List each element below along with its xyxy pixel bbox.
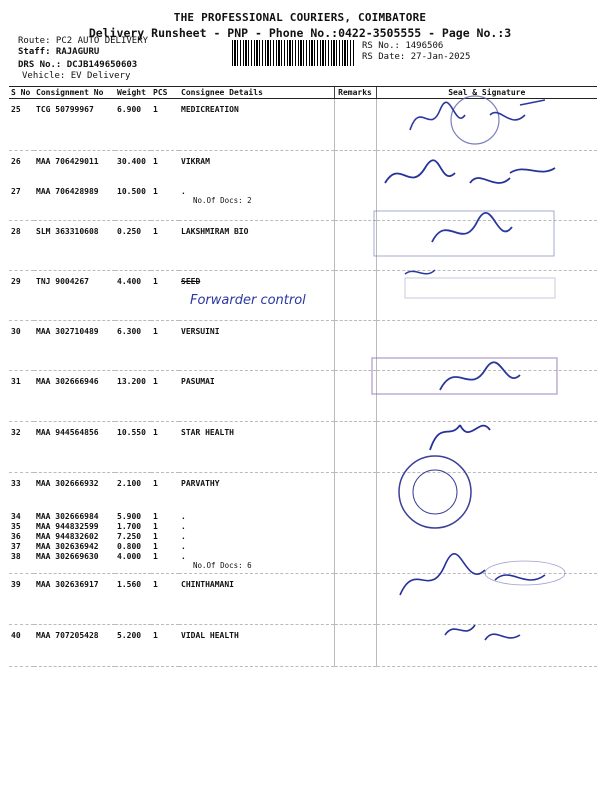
cell-remarks [334, 151, 376, 181]
cell-consignee: LAKSHMIRAM BIO [179, 221, 334, 271]
cell-consignee: . [181, 531, 186, 541]
cell-sno: 36 [11, 531, 21, 541]
cell-consignment: MAA 302669630 [34, 552, 115, 574]
cell-consignment: TCG 50799967 [34, 99, 115, 151]
cell-seal [376, 552, 597, 574]
col-remarks: Remarks [334, 87, 376, 99]
cell-seal [376, 473, 597, 512]
cell-consignee [179, 181, 334, 221]
vehicle-label: Vehicle: EV Delivery [22, 71, 131, 81]
cell-remarks [334, 271, 376, 321]
col-consignment: Consignment No [34, 87, 115, 99]
barcode [232, 40, 354, 66]
cell-sno: 33 [11, 479, 21, 488]
cell-sno: 27 [9, 181, 34, 221]
cell-consignee: . [181, 511, 186, 521]
table-row [9, 522, 597, 532]
cell-pcs: 1 [151, 321, 179, 371]
cell-sno: 32 [9, 422, 34, 473]
table-row [9, 99, 597, 151]
company-name: THE PROFESSIONAL COURIERS, COIMBATORE [173, 11, 427, 24]
cell-sno: 25 [9, 99, 34, 151]
runsheet-title: Delivery Runsheet - PNP - Phone No.:0422-3505555 - Page No.:3 [88, 26, 512, 40]
cell-weight: 10.500 [115, 181, 151, 221]
cell-consignment: MAA 302636917 [34, 574, 115, 625]
cell-consignee: VIKRAM [181, 157, 210, 166]
cell-sno: 35 [11, 521, 21, 531]
cell-seal [376, 321, 597, 371]
cell-pcs: 1 [151, 181, 179, 221]
cell-weight: 2.100 [117, 479, 142, 488]
table-row [9, 512, 597, 522]
cell-consignee: . [181, 521, 186, 531]
cell-consignment: MAA 302710489 [34, 321, 115, 371]
docs-count: No.Of Docs: 6 [193, 560, 252, 570]
cell-seal [376, 271, 597, 321]
cell-remarks [334, 512, 376, 522]
cell-pcs: 1 [151, 221, 179, 271]
runsheet-table [9, 86, 597, 667]
cell-remarks [334, 473, 376, 512]
rs-date: RS Date: 27-Jan-2025 [362, 52, 471, 62]
cell-weight: 10.550 [115, 422, 151, 473]
handwritten-note: Forwarder control [190, 293, 306, 308]
consignee-name: . [181, 551, 186, 561]
cell-consignee: . [181, 541, 186, 551]
cell-consignment: MAA 302666932 [36, 479, 99, 488]
cell-weight: 5.200 [115, 625, 151, 667]
cell-sno: 37 [11, 541, 21, 551]
drs-number: DRS No.: DCJB149650603 [18, 60, 138, 70]
cell-consignment: TNJ 9004267 [34, 271, 115, 321]
cell-consignee: VERSUINI [179, 321, 334, 371]
cell-weight: 6.300 [115, 321, 151, 371]
cell-seal [376, 512, 597, 522]
cell-pcs: 1 [153, 511, 158, 521]
cell-pcs: 1 [153, 541, 158, 551]
cell-pcs: 1 [151, 422, 179, 473]
cell-pcs: 1 [153, 479, 158, 488]
cell-consignee: CHINTHAMANI [179, 574, 334, 625]
cell-sno: 26 [11, 157, 21, 166]
cell-remarks [334, 99, 376, 151]
cell-remarks [334, 221, 376, 271]
cell-consignment: SLM 363310608 [34, 221, 115, 271]
col-sno: S No [9, 87, 34, 99]
cell-weight: 7.250 [117, 531, 142, 541]
cell-seal [376, 542, 597, 552]
table-row [9, 371, 597, 422]
table-row [9, 321, 597, 371]
cell-pcs: 1 [151, 574, 179, 625]
cell-consignment: MAA 706428989 [34, 181, 115, 221]
cell-seal [376, 371, 597, 422]
cell-pcs: 1 [151, 271, 179, 321]
cell-consignment: MAA 707205428 [34, 625, 115, 667]
route-label: Route: PC2 AUTO DELIVERY [18, 36, 149, 46]
cell-sno: 30 [9, 321, 34, 371]
cell-seal [376, 181, 597, 221]
table-row [9, 552, 597, 574]
cell-weight: 13.200 [115, 371, 151, 422]
cell-weight: 6.900 [115, 99, 151, 151]
cell-seal [376, 422, 597, 473]
table-row [9, 542, 597, 552]
cell-seal [376, 574, 597, 625]
cell-weight: 5.900 [117, 511, 142, 521]
cell-seal [376, 522, 597, 532]
col-weight: Weight [115, 87, 151, 99]
cell-sno: 29 [9, 271, 34, 321]
cell-consignment: MAA 944832602 [36, 531, 99, 541]
cell-remarks [334, 522, 376, 532]
cell-pcs: 1 [151, 552, 179, 574]
cell-sno: 28 [9, 221, 34, 271]
cell-seal [376, 151, 597, 181]
table-row [9, 574, 597, 625]
cell-weight: 0.250 [115, 221, 151, 271]
cell-remarks [334, 552, 376, 574]
docs-count: No.Of Docs: 2 [193, 195, 252, 205]
table-row [9, 221, 597, 271]
staff-label: Staff: RAJAGURU [18, 47, 100, 57]
cell-weight: 0.800 [117, 541, 142, 551]
cell-remarks [334, 574, 376, 625]
cell-remarks [334, 532, 376, 542]
table-row [9, 473, 597, 512]
cell-pcs: 1 [153, 157, 158, 166]
cell-seal [376, 625, 597, 667]
cell-remarks [334, 181, 376, 221]
cell-pcs: 1 [151, 99, 179, 151]
col-seal: Seal & Signature [376, 87, 597, 99]
cell-consignment: MAA 944832599 [36, 521, 99, 531]
table-row [9, 181, 597, 221]
cell-consignment: MAA 302666984 [36, 511, 99, 521]
consignee-name: SEED [181, 277, 201, 286]
cell-sno: 34 [11, 511, 21, 521]
table-row [9, 532, 597, 542]
cell-consignee: STAR HEALTH [179, 422, 334, 473]
cell-weight: 30.400 [117, 157, 146, 166]
cell-sno: 38 [9, 552, 34, 574]
rs-number: RS No.: 1496506 [362, 41, 444, 51]
cell-consignment: MAA 944564856 [34, 422, 115, 473]
cell-weight: 1.560 [115, 574, 151, 625]
cell-sno: 39 [9, 574, 34, 625]
cell-pcs: 1 [151, 371, 179, 422]
cell-consignee: PASUMAI [179, 371, 334, 422]
cell-seal [376, 99, 597, 151]
table-row [9, 625, 597, 667]
cell-consignment: MAA 302636942 [36, 541, 99, 551]
cell-weight: 4.400 [115, 271, 151, 321]
cell-sno: 40 [9, 625, 34, 667]
cell-pcs: 1 [153, 531, 158, 541]
col-consignee: Consignee Details [179, 87, 334, 99]
cell-pcs: 1 [151, 625, 179, 667]
table-header-row [9, 87, 597, 99]
cell-consignee: PARVATHY [181, 479, 220, 488]
cell-consignee: VIDAL HEALTH [179, 625, 334, 667]
cell-sno: 31 [9, 371, 34, 422]
cell-seal [376, 221, 597, 271]
cell-consignee: MEDICREATION [179, 99, 334, 151]
consignee-name: . [181, 186, 186, 196]
cell-weight: 4.000 [115, 552, 151, 574]
table-row [9, 422, 597, 473]
cell-remarks [334, 422, 376, 473]
cell-pcs: 1 [153, 521, 158, 531]
cell-consignment: MAA 302666946 [34, 371, 115, 422]
table-row [9, 151, 597, 181]
cell-seal [376, 532, 597, 542]
cell-remarks [334, 371, 376, 422]
cell-remarks [334, 625, 376, 667]
cell-consignment: MAA 706429011 [36, 157, 99, 166]
cell-remarks [334, 321, 376, 371]
cell-consignee [179, 552, 334, 574]
cell-weight: 1.700 [117, 521, 142, 531]
col-pcs: PCS [151, 87, 179, 99]
cell-remarks [334, 542, 376, 552]
